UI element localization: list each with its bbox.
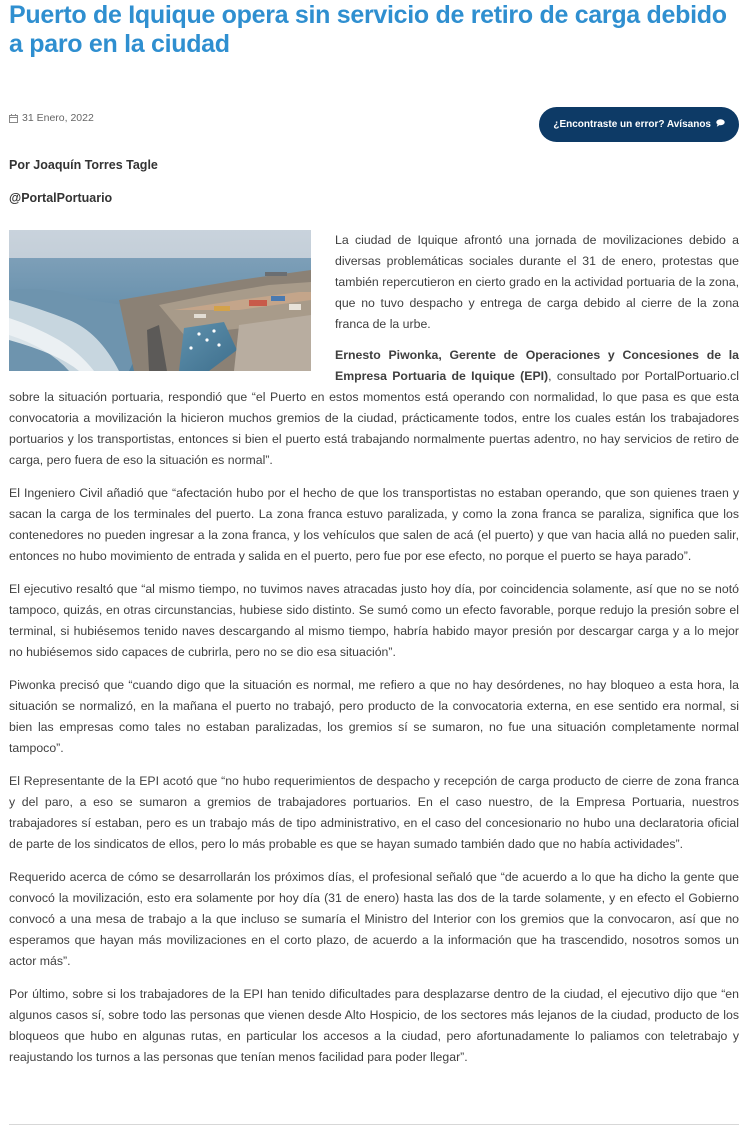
author-byline: Por Joaquín Torres Tagle <box>9 158 158 172</box>
bottom-divider <box>9 1124 739 1125</box>
paragraph-2: Ernesto Piwonka, Gerente de Operaciones y Concesiones de la Empresa Portuaria de Iquique (EPI), consultado por PortalPortuario.cl sobre la situación portuaria, respondió que “el Puerto en estos momentos está operando con normalidad, lo que pasa es que esta convocatoria a movilización la hicieron muchos gremios de la ciudad, prácticamente todos, entre los cuales están los trabajadores portuarios y los transportistas, entonces si bien el puerto está trabajando normalmente puertas adentro, no hay servicios de retiro de carga, pero fuera de eso la situación es normal”. <box>9 348 739 467</box>
paragraph-7: Requerido acerca de cómo se desarrollarán los próximos días, el profesional señaló que “de acuerdo a lo que ha dicho la gente que convocó la movilización, esto era solamente por hoy día (31 de enero) hasta las dos de la tarde solamente, y en efecto el Gobierno convocó a una mesa de trabajo a la que incluso se sumaría el Ministro del Interior con los gremios que la convocaron, así que no esperamos que hayan más movilizaciones en el corto plazo, de acuerdo a la información que ha trascendido, nosotros somos un actor más”. <box>9 870 739 968</box>
date-text: 31 Enero, 2022 <box>22 112 94 124</box>
paragraph-6: El Representante de la EPI acotó que “no hubo requerimientos de despacho y recepción de carga producto de cierre de zona franca y del paro, a eso se sumaron a gremios de trabajadores portuarios. En el caso nuestro, de la Empresa Portuaria, nuestros trabajadores sí estaban, pero es un trabajo más de tipo administrativo, en el caso del concesionario no hubo una declaratoria oficial de parte de los sindicatos de ellos, pero lo más probable es que se hayan sumado también dado que no había actividades”. <box>9 774 739 851</box>
meta-row <box>9 107 739 143</box>
article-title: Puerto de Iquique opera sin servicio de retiro de carga debido a paro en la ciudad <box>9 1 727 58</box>
port-photo-graphic <box>9 230 311 371</box>
article-body <box>9 230 739 1080</box>
paragraph-3: El Ingeniero Civil añadió que “afectación hubo por el hecho de que los transportistas no estaban operando, que son quienes traen y sacan la carga de los terminales del puerto. La zona franca estuvo paralizada, y como la zona franca se paraliza, significa que los contenedores no pueden ingresar a la zona franca, y los vehículos que salen de acá (el puerto) y que van hacia allá no pueden salir, entonces no hubo movimiento de entrada y salida en el puerto, pero fue por ese efecto, no porque el puerto se haya parado”. <box>9 486 739 563</box>
article-date <box>9 112 94 124</box>
paragraph-8: Por último, sobre si los trabajadores de la EPI han tenido dificultades para desplazarse dentro de la ciudad, el ejecutivo dijo que “en algunos casos sí, sobre todo las personas que vienen desde Alto Hospicio, de los sectores más lejanos de la ciudad, producto de los bloqueos que hubo en algunas rutas, en particular los accesos a la ciudad, pero afortunadamente lo paliamos con teletrabajo y reajustando los turnos a las personas que tenían menos facilidad para poder llegar”. <box>9 987 739 1064</box>
paragraph-1: La ciudad de Iquique afrontó una jornada de movilizaciones debido a diversas problemáticas sociales durante el 31 de enero, protestas que también repercutieron en cierto grado en la actividad portuaria de la zona, que no tuvo despacho y entrega de carga debido al cierre de la zona franca de la urbe. <box>335 233 739 331</box>
calendar-icon <box>9 114 18 123</box>
speech-bubble-icon <box>716 119 725 130</box>
author-handle[interactable]: @PortalPortuario <box>9 191 113 205</box>
report-error-label: ¿Encontraste un error? Avísanos <box>553 119 711 130</box>
paragraph-2-lead: Ernesto Piwonka, Gerente de Operaciones y Concesiones de la Empresa Portuaria de Iquique (EPI) <box>335 348 739 383</box>
paragraph-5: Piwonka precisó que “cuando digo que la situación es normal, me refiero a que no hay desórdenes, no hay bloqueo a esta hora, la situación se normalizó, en la mañana el puerto no trabajó, pero producto de la convocatoria externa, en ese sentido era normal, si bien las empresas como tales no estaban paralizadas, los gremios sí se sumaron, no fue una situación completamente normal tampoco”. <box>9 678 739 755</box>
report-error-button[interactable] <box>539 107 739 142</box>
port-aerial-photo <box>9 230 311 371</box>
paragraph-4: El ejecutivo resaltó que “al mismo tiempo, no tuvimos naves atracadas justo hoy día, por coincidencia solamente, así que no se notó tampoco, quizás, en otras circunstancias, hubiese sido distinto. Se sumó como un efecto favorable, porque redujo la presión sobre el terminal, si hubiésemos tenido naves descargando al mismo tiempo, habría habido mayor presión por descargar carga y a lo mejor no hubiésemos sido capaces de cubrirla, pero no se dio esa situación”. <box>9 582 739 659</box>
